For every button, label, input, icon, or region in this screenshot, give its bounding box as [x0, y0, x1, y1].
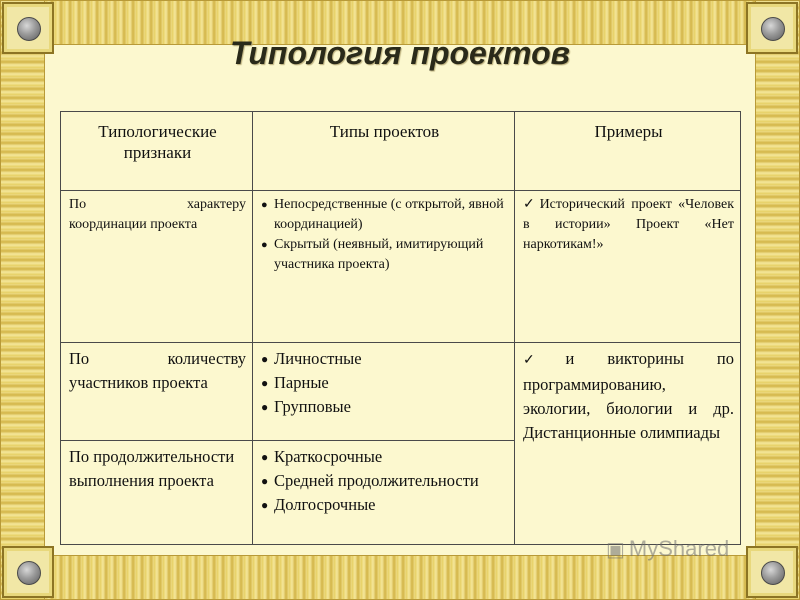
list-item: [261, 235, 508, 275]
list-item: [261, 493, 508, 517]
criterion-line: участников проекта: [69, 373, 208, 392]
table-header-row: [61, 112, 741, 191]
list-item: [261, 195, 508, 235]
bullet-icon: ●: [261, 376, 269, 390]
slideshow-icon: ▣: [606, 539, 625, 561]
typology-table: [60, 111, 741, 545]
criterion-line: По характеру: [69, 197, 246, 212]
header-criteria: Типологические признаки: [61, 112, 253, 191]
type-label: Долгосрочные: [274, 495, 376, 514]
knob-icon: [17, 561, 41, 585]
example-text: и викторины по программированию, экологии, биологии и др. Дистанционные олимпиады: [523, 349, 734, 442]
criterion-line: выполнения проекта: [69, 471, 214, 490]
corner-ornament-bottom-left: [2, 546, 54, 598]
bullet-icon: ●: [261, 352, 269, 366]
list-item: [261, 445, 508, 469]
header-types: Типы проектов: [253, 112, 515, 191]
frame-left-bar: [0, 0, 45, 600]
type-label: Личностные: [274, 349, 362, 368]
types-cell: [253, 441, 515, 545]
knob-icon: [761, 561, 785, 585]
type-label: Краткосрочные: [274, 447, 383, 466]
criterion-line: координации проекта: [69, 217, 198, 232]
table-row: [61, 191, 741, 343]
checkmark-icon: ✓: [523, 197, 538, 212]
list-item: [261, 371, 508, 395]
bullet-icon: ●: [261, 474, 269, 488]
bullet-icon: ●: [261, 498, 269, 512]
criterion-cell: [61, 343, 253, 441]
criterion-line: По количеству: [69, 349, 246, 368]
bullet-icon: ●: [261, 400, 269, 414]
corner-ornament-bottom-right: [746, 546, 798, 598]
type-label: Скрытый (неявный, имитирующий участника проекта): [274, 237, 484, 272]
types-cell: [253, 191, 515, 343]
example-cell: [515, 343, 741, 545]
list-item: [261, 469, 508, 493]
bullet-icon: ●: [261, 239, 268, 251]
watermark-text: MyShared: [628, 536, 730, 561]
frame-right-bar: [755, 0, 800, 600]
example-text: Исторический проект «Человек в истории» Проект «Нет наркотикам!»: [523, 197, 735, 252]
list-item: [261, 347, 508, 371]
checkmark-icon: ✓: [523, 353, 564, 368]
example-cell: [515, 191, 741, 343]
type-label: Средней продолжительности: [274, 471, 479, 490]
criterion-line: По продолжительности: [69, 447, 235, 466]
criterion-cell: [61, 191, 253, 343]
header-examples: Примеры: [515, 112, 741, 191]
types-cell: [253, 343, 515, 441]
slide-title: Типология проектов: [230, 35, 570, 71]
list-item: [261, 395, 508, 419]
criterion-cell: [61, 441, 253, 545]
bullet-icon: ●: [261, 450, 269, 464]
type-label: Групповые: [274, 397, 351, 416]
table-row: [61, 343, 741, 441]
type-label: Парные: [274, 373, 329, 392]
bullet-icon: ●: [261, 199, 268, 211]
watermark: [606, 536, 729, 562]
type-label: Непосредственные (с открытой, явной координацией): [274, 197, 504, 232]
